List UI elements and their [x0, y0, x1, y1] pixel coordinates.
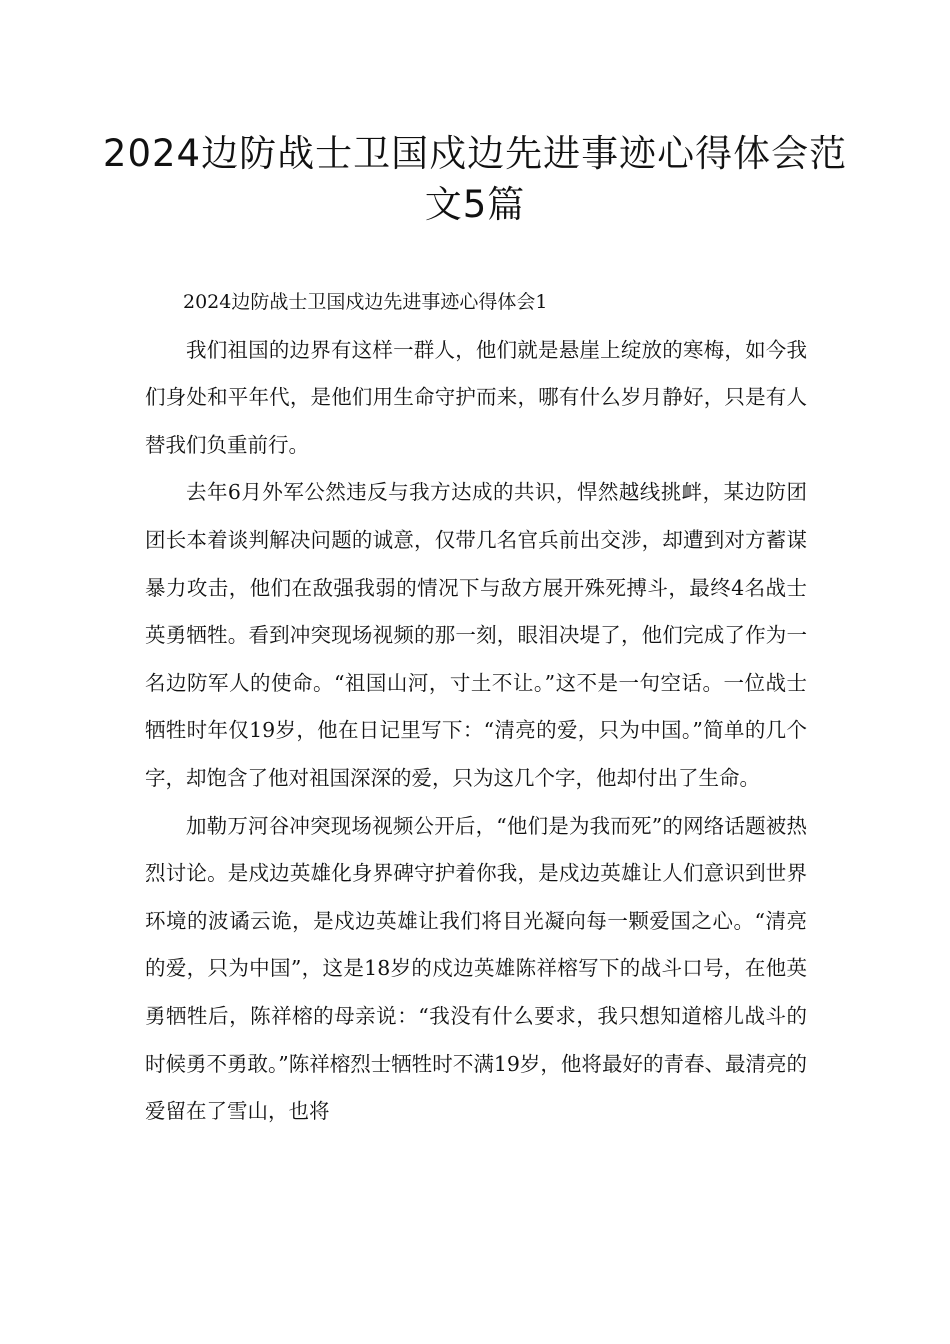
document-title: 2024边防战士卫国戍边先进事迹心得体会范文5篇	[102, 132, 848, 226]
paragraph-1: 我们祖国的边界有这样一群人，他们就是悬崖上绽放的寒梅，如今我们身处和平年代，是他们用生命守护而来，哪有什么岁月静好，只是有人替我们负重前行。	[145, 337, 807, 457]
paragraph-3: 加勒万河谷冲突现场视频公开后，“他们是为我而死”的网络话题被热烈讨论。是戍边英雄化身界碑守护着你我，是戍边英雄让人们意识到世界环境的波谲云诡，是戍边英雄让我们将目光凝向每一颗爱国之心。“清亮的爱，只为中国”，这是18岁的戍边英雄陈祥榕写下的战斗口号，在他英勇牺牲后，陈祥榕的母亲说：“我没有什么要求，我只想知道榕儿战斗的时候勇不勇敢。”陈祥榕烈士牺牲时不满19岁，他将最好的青春、最清亮的爱留在了雪山，也将	[145, 813, 807, 1124]
document-body	[145, 279, 807, 1136]
section-heading: 2024边防战士卫国戍边先进事迹心得体会1	[183, 291, 548, 313]
paragraph-2: 去年6月外军公然违反与我方达成的共识，悍然越线挑衅，某边防团团长本着谈判解决问题的诚意，仅带几名官兵前出交涉，却遭到对方蓄谋暴力攻击，他们在敌强我弱的情况下与敌方展开殊死搏斗，最终4名战士英勇牺牲。看到冲突现场视频的那一刻，眼泪决堤了，他们完成了作为一名边防军人的使命。“祖国山河，寸土不让。”这不是一句空话。一位战士牺牲时年仅19岁，他在日记里写下：“清亮的爱，只为中国。”简单的几个字，却饱含了他对祖国深深的爱，只为这几个字，他却付出了生命。	[145, 480, 807, 790]
